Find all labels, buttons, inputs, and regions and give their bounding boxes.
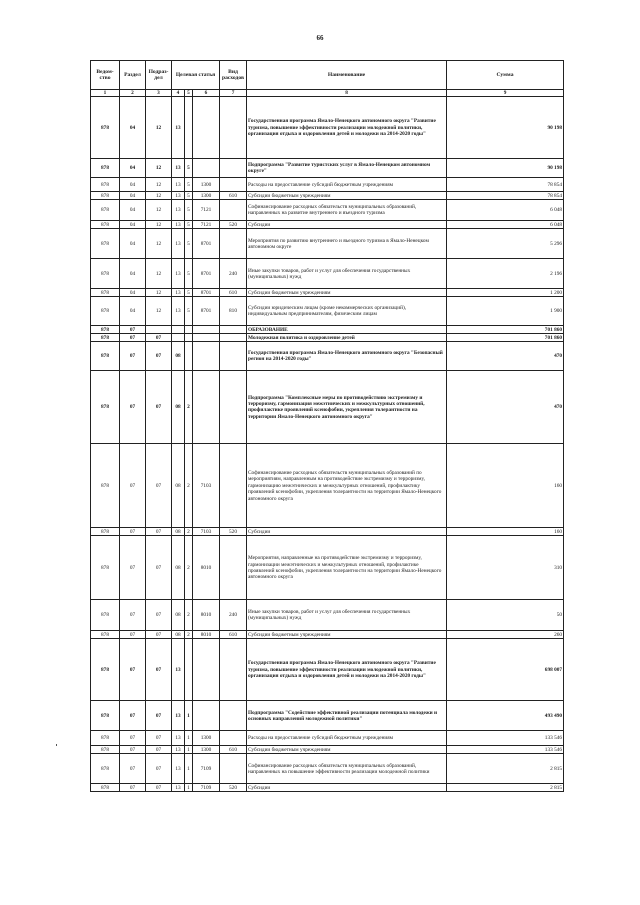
cell-razdel: 07	[120, 371, 146, 444]
cell-sum: 701 860	[447, 326, 564, 334]
cell-name: Софинансирование расходных обязательств муниципальных образований, направленных на повышение эффективности реализации молодежной политики	[247, 754, 447, 784]
cell-csr-subprogram	[185, 342, 193, 371]
table-row	[91, 326, 564, 334]
cell-csr-subprogram: 1	[185, 746, 193, 754]
cell-razdel: 07	[120, 444, 146, 528]
table-row	[91, 221, 564, 229]
table-row	[91, 200, 564, 221]
cell-sum: 2 815	[447, 784, 564, 792]
cell-csr-code: 7109	[193, 784, 220, 792]
cell-csr-program: 13	[172, 731, 185, 746]
cell-podrazdel: 12	[146, 97, 172, 159]
table-row	[91, 639, 564, 701]
cell-name: Расходы на предоставление субсидий бюджетным учреждениям	[247, 178, 447, 192]
cell-csr-subprogram: 5	[185, 178, 193, 192]
cell-csr-code: 8701	[193, 229, 220, 259]
cell-ved: 878	[91, 326, 120, 334]
cell-name: Подпрограмма "Комплексные меры по противодействию экстремизму и терроризму, гармонизация межэтнических и межкультурных отношений, профилактике проявлений ксенофобии, укрепления толерантности на территории Ямало-Ненецкого автономного округа"	[247, 371, 447, 444]
cell-podrazdel: 07	[146, 631, 172, 639]
cell-csr-program: 13	[172, 200, 185, 221]
cell-razdel: 07	[120, 342, 146, 371]
cell-csr-code	[193, 159, 220, 178]
cell-vid	[220, 754, 247, 784]
cell-csr-subprogram: 1	[185, 701, 193, 731]
cell-csr-code	[193, 97, 220, 159]
cell-csr-code	[193, 326, 220, 334]
cell-csr-subprogram: 2	[185, 371, 193, 444]
table-row	[91, 600, 564, 631]
cell-name: Иные закупки товаров, работ и услуг для обеспечения государственных (муниципальных) нужд	[247, 600, 447, 631]
header-podrazdel: Подраз-дел	[146, 61, 172, 90]
cell-ved: 878	[91, 159, 120, 178]
cell-sum: 133 546	[447, 731, 564, 746]
page-number: 66	[316, 34, 324, 42]
cell-csr-subprogram: 5	[185, 259, 193, 289]
cell-csr-subprogram: 1	[185, 784, 193, 792]
cell-csr-code: 7103	[193, 528, 220, 536]
cell-csr-code: 8701	[193, 289, 220, 297]
cell-csr-subprogram: 1	[185, 731, 193, 746]
cell-csr-program: 13	[172, 746, 185, 754]
cell-razdel: 04	[120, 297, 146, 326]
table-row	[91, 297, 564, 326]
cell-sum: 698 007	[447, 639, 564, 701]
table-row	[91, 746, 564, 754]
cell-name: Субсидии юридическим лицам (кроме некоммерческих организаций), индивидуальным предпринимателям, физическим лицам	[247, 297, 447, 326]
cell-podrazdel: 12	[146, 221, 172, 229]
cell-name: Расходы на предоставление субсидий бюджетным учреждениям	[247, 731, 447, 746]
table-row	[91, 259, 564, 289]
cell-podrazdel: 12	[146, 289, 172, 297]
table-row	[91, 754, 564, 784]
cell-vid	[220, 97, 247, 159]
cell-ved: 878	[91, 528, 120, 536]
cell-vid	[220, 701, 247, 731]
cell-ved: 878	[91, 297, 120, 326]
column-number-row	[91, 90, 564, 97]
cell-csr-subprogram	[185, 326, 193, 334]
table-row	[91, 701, 564, 731]
cell-csr-program: 08	[172, 528, 185, 536]
cell-vid	[220, 371, 247, 444]
cell-sum: 701 860	[447, 334, 564, 342]
cell-sum: 470	[447, 371, 564, 444]
cell-vid	[220, 639, 247, 701]
cell-razdel: 04	[120, 97, 146, 159]
cell-csr-program: 13	[172, 229, 185, 259]
header-csr: Целевая статья	[172, 61, 220, 90]
cell-csr-subprogram	[185, 639, 193, 701]
table-row	[91, 444, 564, 528]
cell-csr-program: 13	[172, 289, 185, 297]
cell-sum: 493 490	[447, 701, 564, 731]
cell-podrazdel: 07	[146, 754, 172, 784]
cell-csr-code: 8701	[193, 297, 220, 326]
column-number: 3	[146, 90, 172, 97]
cell-csr-subprogram	[185, 97, 193, 159]
cell-csr-subprogram: 1	[185, 754, 193, 784]
cell-ved: 878	[91, 371, 120, 444]
cell-podrazdel: 07	[146, 536, 172, 600]
cell-name: Субсидии	[247, 221, 447, 229]
table-row	[91, 528, 564, 536]
cell-name: Иные закупки товаров, работ и услуг для обеспечения государственных (муниципальных) нужд	[247, 259, 447, 289]
table-row	[91, 334, 564, 342]
cell-vid: 240	[220, 259, 247, 289]
header-sum: Сумма	[447, 61, 564, 90]
column-number: 1	[91, 90, 120, 97]
cell-csr-program: 08	[172, 444, 185, 528]
cell-csr-code: 8010	[193, 600, 220, 631]
cell-csr-subprogram: 2	[185, 528, 193, 536]
cell-csr-code: 8010	[193, 536, 220, 600]
cell-sum: 133 546	[447, 746, 564, 754]
cell-podrazdel: 07	[146, 371, 172, 444]
cell-ved: 878	[91, 444, 120, 528]
cell-ved: 878	[91, 600, 120, 631]
table-row	[91, 289, 564, 297]
cell-csr-program: 13	[172, 259, 185, 289]
column-number: 9	[447, 90, 564, 97]
cell-name: Субсидии бюджетным учреждениям	[247, 289, 447, 297]
header-vid: Вид расходов	[220, 61, 247, 90]
table-row	[91, 229, 564, 259]
cell-sum: 78 854	[447, 178, 564, 192]
cell-razdel: 04	[120, 200, 146, 221]
cell-name: Субсидии	[247, 528, 447, 536]
cell-csr-code: 1300	[193, 731, 220, 746]
cell-ved: 878	[91, 536, 120, 600]
budget-table	[90, 60, 564, 792]
cell-podrazdel: 07	[146, 528, 172, 536]
cell-podrazdel: 12	[146, 200, 172, 221]
cell-csr-code: 8010	[193, 631, 220, 639]
cell-razdel: 07	[120, 754, 146, 784]
cell-ved: 878	[91, 754, 120, 784]
cell-razdel: 07	[120, 536, 146, 600]
cell-razdel: 04	[120, 259, 146, 289]
cell-sum: 160	[447, 528, 564, 536]
cell-name: Субсидии бюджетным учреждениям	[247, 192, 447, 200]
cell-csr-subprogram: 2	[185, 631, 193, 639]
table-row	[91, 192, 564, 200]
cell-podrazdel: 07	[146, 784, 172, 792]
cell-name: Субсидии	[247, 784, 447, 792]
cell-csr-program: 13	[172, 159, 185, 178]
cell-razdel: 07	[120, 731, 146, 746]
cell-sum: 78 854	[447, 192, 564, 200]
cell-csr-subprogram: 5	[185, 221, 193, 229]
cell-podrazdel: 12	[146, 259, 172, 289]
cell-vid	[220, 731, 247, 746]
cell-name: Государственная программа Ямало-Ненецкого автономного округа "Развитие туризма, повышение эффективности реализации молодежной политики, организация отдыха и оздоровления детей и молодежи на 2014-2020 годы"	[247, 639, 447, 701]
cell-podrazdel: 12	[146, 229, 172, 259]
table-row	[91, 159, 564, 178]
cell-ved: 878	[91, 784, 120, 792]
cell-podrazdel: 07	[146, 600, 172, 631]
cell-podrazdel: 07	[146, 444, 172, 528]
cell-vid: 240	[220, 600, 247, 631]
cell-ved: 878	[91, 259, 120, 289]
cell-csr-subprogram: 2	[185, 600, 193, 631]
cell-csr-code	[193, 334, 220, 342]
cell-vid	[220, 178, 247, 192]
cell-csr-program: 13	[172, 754, 185, 784]
cell-vid: 810	[220, 297, 247, 326]
cell-vid: 520	[220, 221, 247, 229]
cell-ved: 878	[91, 746, 120, 754]
cell-ved: 878	[91, 289, 120, 297]
cell-csr-program: 08	[172, 631, 185, 639]
cell-ved: 878	[91, 229, 120, 259]
cell-csr-program: 13	[172, 221, 185, 229]
cell-csr-code: 8701	[193, 259, 220, 289]
cell-ved: 878	[91, 200, 120, 221]
cell-csr-code	[193, 701, 220, 731]
cell-sum: 310	[447, 536, 564, 600]
cell-sum: 1 900	[447, 297, 564, 326]
cell-podrazdel: 07	[146, 746, 172, 754]
cell-ved: 878	[91, 631, 120, 639]
cell-csr-program: 13	[172, 178, 185, 192]
cell-sum: 2 815	[447, 754, 564, 784]
cell-csr-program: 08	[172, 342, 185, 371]
cell-vid	[220, 342, 247, 371]
cell-razdel: 04	[120, 159, 146, 178]
cell-sum: 50	[447, 600, 564, 631]
table-header-row	[91, 61, 564, 90]
cell-sum: 5 296	[447, 229, 564, 259]
cell-vid	[220, 229, 247, 259]
cell-csr-subprogram: 5	[185, 229, 193, 259]
cell-csr-program: 08	[172, 600, 185, 631]
cell-csr-code: 7121	[193, 221, 220, 229]
cell-sum: 90 198	[447, 97, 564, 159]
cell-name: Софинансирование расходных обязательств муниципальных образований по мероприятиям, направленным на противодействие экстремизму и терроризму, гармонизацию межэтнических и межкультурных отношений, профилактику проявлений ксенофобии, укрепления толерантности на территории Ямало-Ненецкого автономного округа	[247, 444, 447, 528]
cell-name: Софинансирование расходных обязательств муниципальных образований, направленных на развитие внутреннего и въездного туризма	[247, 200, 447, 221]
cell-csr-code	[193, 342, 220, 371]
cell-razdel: 07	[120, 701, 146, 731]
cell-csr-code	[193, 371, 220, 444]
cell-csr-program: 08	[172, 371, 185, 444]
cell-csr-program: 13	[172, 701, 185, 731]
table-row	[91, 342, 564, 371]
cell-razdel: 04	[120, 221, 146, 229]
cell-razdel: 07	[120, 784, 146, 792]
cell-ved: 878	[91, 731, 120, 746]
table-row	[91, 178, 564, 192]
cell-csr-program: 13	[172, 97, 185, 159]
cell-razdel: 07	[120, 334, 146, 342]
cell-ved: 878	[91, 701, 120, 731]
cell-ved: 878	[91, 342, 120, 371]
table-body	[91, 97, 564, 792]
cell-ved: 878	[91, 334, 120, 342]
cell-vid	[220, 334, 247, 342]
margin-mark	[56, 744, 57, 746]
header-name: Наименование	[247, 61, 447, 90]
cell-name: Подпрограмма "Содействие эффективной реализации потенциала молодежи и основных направлений молодежной политики"	[247, 701, 447, 731]
cell-podrazdel: 12	[146, 192, 172, 200]
cell-vid: 610	[220, 746, 247, 754]
cell-csr-code	[193, 639, 220, 701]
cell-ved: 878	[91, 192, 120, 200]
cell-razdel: 07	[120, 326, 146, 334]
cell-razdel: 04	[120, 178, 146, 192]
cell-razdel: 04	[120, 229, 146, 259]
cell-sum: 260	[447, 631, 564, 639]
cell-vid: 610	[220, 192, 247, 200]
header-ved: Ведом-ство	[91, 61, 120, 90]
cell-podrazdel: 12	[146, 297, 172, 326]
column-number: 7	[220, 90, 247, 97]
header-razdel: Раздел	[120, 61, 146, 90]
cell-podrazdel: 07	[146, 701, 172, 731]
cell-name: Мероприятия по развитию внутреннего и въездного туризма в Ямало-Ненецком автономном округе	[247, 229, 447, 259]
cell-vid	[220, 159, 247, 178]
cell-razdel: 07	[120, 639, 146, 701]
cell-razdel: 07	[120, 600, 146, 631]
cell-csr-program	[172, 326, 185, 334]
cell-csr-code: 1300	[193, 178, 220, 192]
cell-csr-subprogram	[185, 334, 193, 342]
cell-name: ОБРАЗОВАНИЕ	[247, 326, 447, 334]
column-number: 5	[185, 90, 193, 97]
cell-csr-program: 13	[172, 192, 185, 200]
cell-sum: 470	[447, 342, 564, 371]
cell-csr-code: 1300	[193, 192, 220, 200]
column-number: 6	[193, 90, 220, 97]
cell-vid	[220, 444, 247, 528]
cell-sum: 1 200	[447, 289, 564, 297]
cell-vid	[220, 536, 247, 600]
cell-name: Субсидии бюджетным учреждениям	[247, 746, 447, 754]
table-row	[91, 631, 564, 639]
cell-podrazdel: 07	[146, 639, 172, 701]
cell-vid	[220, 200, 247, 221]
cell-sum: 6 048	[447, 200, 564, 221]
cell-sum: 2 196	[447, 259, 564, 289]
cell-csr-subprogram: 5	[185, 200, 193, 221]
cell-razdel: 07	[120, 631, 146, 639]
cell-csr-subprogram: 5	[185, 159, 193, 178]
cell-razdel: 04	[120, 192, 146, 200]
cell-name: Подпрограмма "Развитие туристских услуг в Ямало-Ненецком автономном округе"	[247, 159, 447, 178]
cell-csr-code: 7121	[193, 200, 220, 221]
cell-ved: 878	[91, 639, 120, 701]
cell-csr-subprogram: 2	[185, 536, 193, 600]
cell-podrazdel: 07	[146, 731, 172, 746]
cell-razdel: 04	[120, 289, 146, 297]
cell-name: Государственная программа Ямало-Ненецкого автономного округа "Безопасный регион на 2014-2020 годы"	[247, 342, 447, 371]
cell-name: Государственная программа Ямало-Ненецкого автономного округа "Развитие туризма, повышение эффективности реализации молодежной политики, организация отдыха и оздоровления детей и молодежи на 2014-2020 годы"	[247, 97, 447, 159]
table-row	[91, 371, 564, 444]
cell-vid	[220, 326, 247, 334]
cell-vid: 520	[220, 528, 247, 536]
cell-ved: 878	[91, 221, 120, 229]
cell-csr-code: 7109	[193, 754, 220, 784]
cell-vid: 610	[220, 289, 247, 297]
cell-csr-code: 7103	[193, 444, 220, 528]
cell-csr-subprogram: 2	[185, 444, 193, 528]
cell-sum: 6 048	[447, 221, 564, 229]
cell-name: Мероприятия, направленные на противодействие экстремизму и терроризму, гармонизации межэтнических и межкультурных отношений, профилактике проявлений ксенофобии, укрепления толерантности на территории Ямало-Ненецкого автономного округа	[247, 536, 447, 600]
cell-sum: 90 198	[447, 159, 564, 178]
table-row	[91, 97, 564, 159]
cell-podrazdel: 07	[146, 334, 172, 342]
cell-ved: 878	[91, 97, 120, 159]
cell-sum: 160	[447, 444, 564, 528]
table-row	[91, 731, 564, 746]
cell-csr-subprogram: 5	[185, 297, 193, 326]
cell-csr-subprogram: 5	[185, 192, 193, 200]
cell-ved: 878	[91, 178, 120, 192]
cell-razdel: 07	[120, 528, 146, 536]
cell-razdel: 07	[120, 746, 146, 754]
column-number: 8	[247, 90, 447, 97]
cell-podrazdel	[146, 326, 172, 334]
cell-podrazdel: 12	[146, 178, 172, 192]
cell-csr-program: 13	[172, 297, 185, 326]
cell-csr-code: 1300	[193, 746, 220, 754]
column-number: 4	[172, 90, 185, 97]
table-row	[91, 784, 564, 792]
column-number: 2	[120, 90, 146, 97]
cell-name: Субсидии бюджетным учреждениям	[247, 631, 447, 639]
cell-csr-program	[172, 334, 185, 342]
cell-csr-subprogram: 5	[185, 289, 193, 297]
cell-csr-program: 08	[172, 536, 185, 600]
cell-podrazdel: 07	[146, 342, 172, 371]
cell-podrazdel: 12	[146, 159, 172, 178]
cell-csr-program: 13	[172, 784, 185, 792]
cell-vid: 520	[220, 784, 247, 792]
cell-name: Молодежная политика и оздоровление детей	[247, 334, 447, 342]
cell-vid: 610	[220, 631, 247, 639]
cell-csr-program: 13	[172, 639, 185, 701]
table-row	[91, 536, 564, 600]
